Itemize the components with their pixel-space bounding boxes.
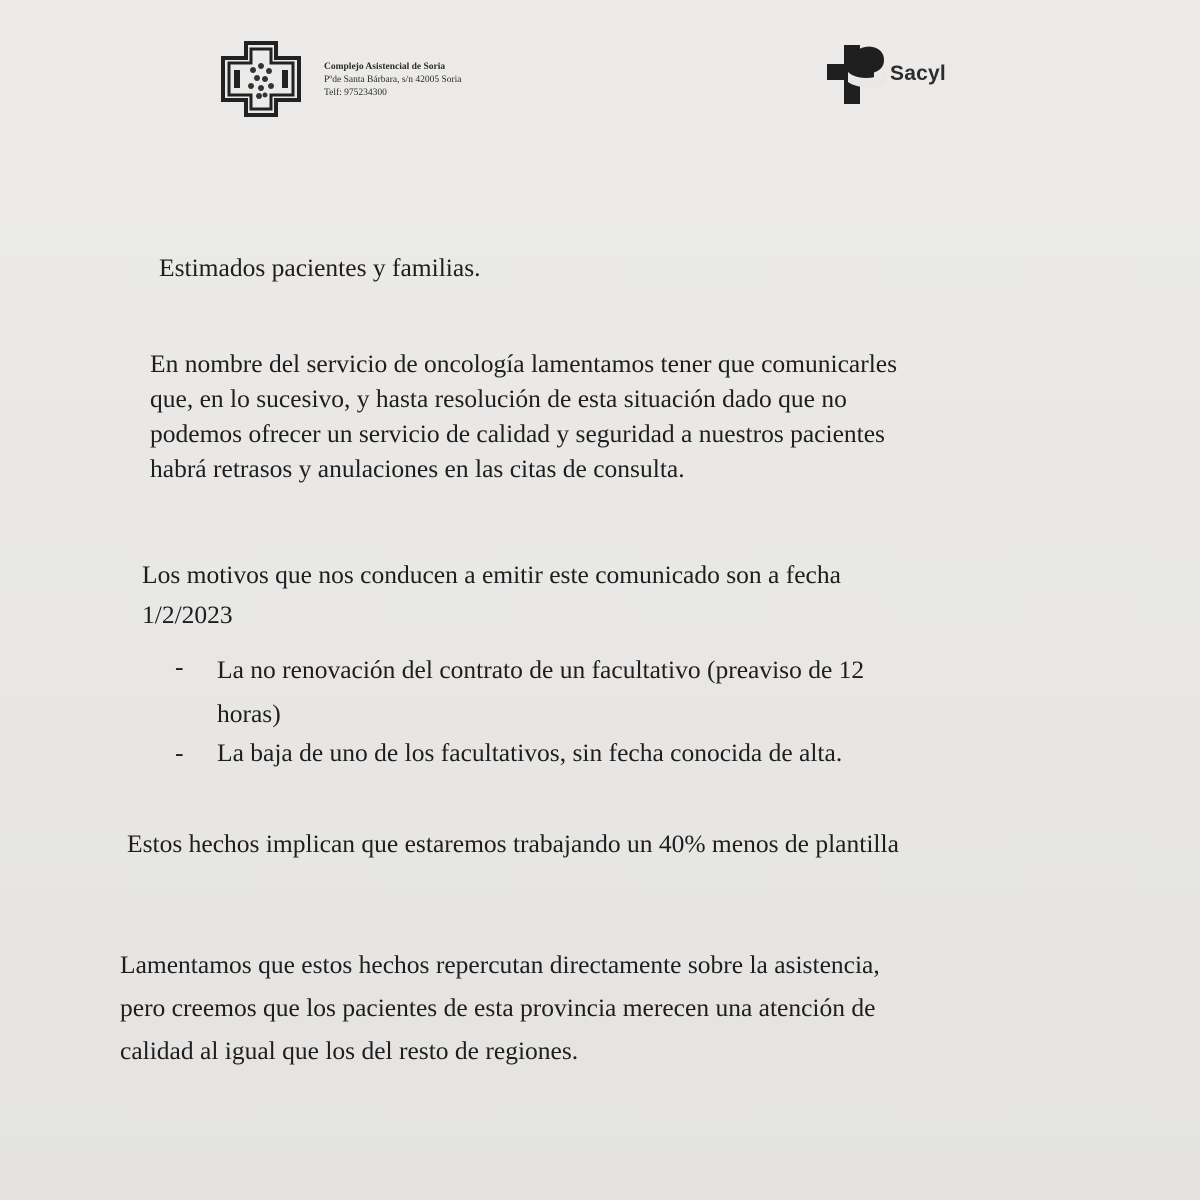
greeting: Estimados pacientes y familias.: [159, 253, 481, 282]
text-line: En nombre del servicio de oncología lamentamos tener que comunicarles: [150, 349, 898, 378]
list-item-text: [217, 734, 842, 772]
text-line: La no renovación del contrato de un facultativo (preaviso de 12: [217, 655, 865, 684]
list-item-text: [217, 648, 864, 736]
sacyl-logo-text: Sacyl: [890, 62, 946, 85]
complejo-cross-logo-icon: [220, 40, 302, 118]
institution-address: Pºde Santa Bárbara, s/n 42005 Soria: [324, 75, 462, 85]
text-line: Lamentamos que estos hechos repercutan directamente sobre la asistencia,: [120, 950, 880, 979]
reasons-list: [175, 648, 864, 772]
paragraph-staff-reduction: Estos hechos implican que estaremos trabajando un 40% menos de plantilla: [127, 829, 899, 858]
list-item: [175, 734, 864, 772]
text-line: pero creemos que los pacientes de esta provincia merecen una atención de: [120, 993, 876, 1022]
paragraph-oncology-notice: [150, 346, 897, 486]
list-item: [175, 648, 864, 736]
institution-name: Complejo Asistencial de Soria: [324, 62, 446, 72]
text-line: Los motivos que nos conducen a emitir este comunicado son a fecha: [142, 560, 841, 589]
text-line: La baja de uno de los facultativos, sin fecha conocida de alta.: [217, 738, 843, 767]
institution-phone: Telf: 975234300: [324, 88, 387, 98]
paragraph-reasons: [142, 555, 841, 635]
institution-address-block: [324, 61, 524, 100]
paragraph-closing: [120, 943, 880, 1072]
date-line: 1/2/2023: [142, 600, 233, 629]
text-line: que, en lo sucesivo, y hasta resolución de esta situación dado que no: [150, 384, 847, 413]
text-line: calidad al igual que los del resto de regiones.: [120, 1036, 579, 1065]
bullet-dash: -: [175, 652, 184, 681]
text-line: habrá retrasos y anulaciones en las citas de consulta.: [150, 454, 685, 483]
text-line: horas): [217, 699, 281, 728]
bullet-dash: -: [175, 738, 184, 767]
text-line: podemos ofrecer un servicio de calidad y seguridad a nuestros pacientes: [150, 419, 885, 448]
